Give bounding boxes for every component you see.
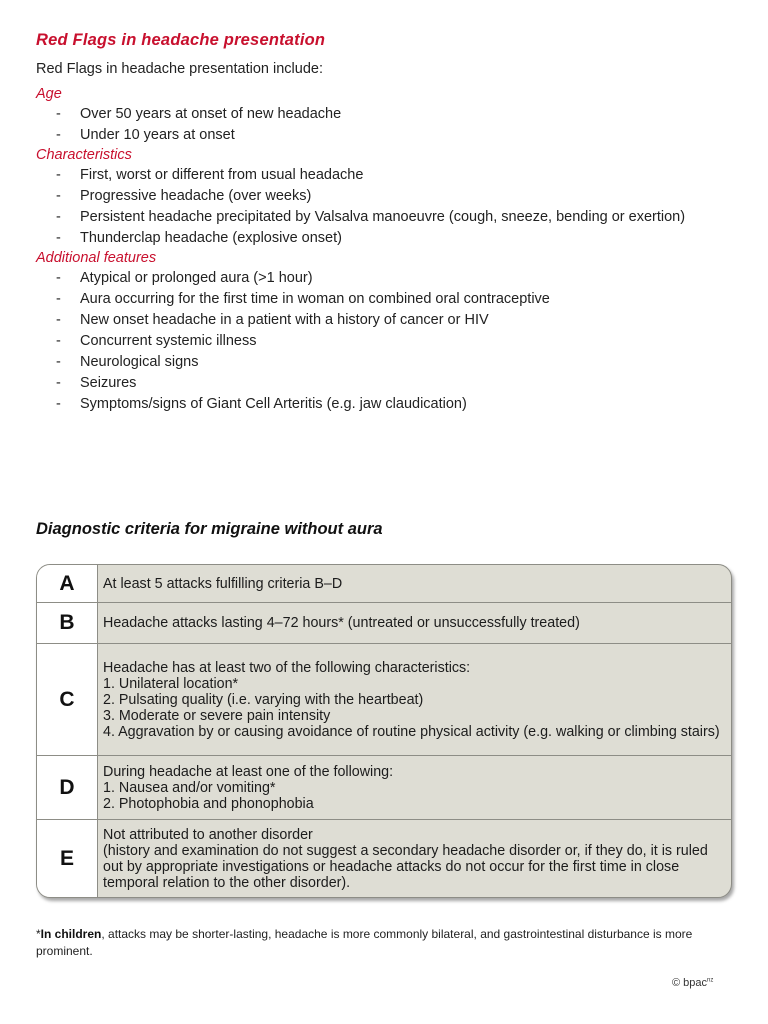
dash-bullet: -	[56, 127, 61, 143]
criteria-line: Headache attacks lasting 4–72 hours* (untreated or unsuccessfully treated)	[103, 615, 580, 631]
copyright-text: © bpac	[672, 977, 708, 989]
flag-group-characteristics	[36, 146, 736, 249]
criteria-text	[98, 565, 731, 602]
flag-group-title: Age	[36, 86, 62, 102]
list-item-text: Thunderclap headache (explosive onset)	[80, 230, 342, 246]
criteria-row-e	[37, 819, 731, 897]
list-item	[36, 186, 736, 207]
flag-group-age	[36, 85, 736, 146]
list-item-text: Persistent headache precipitated by Valsalva manoeuvre (cough, sneeze, bending or exertion)	[80, 209, 686, 225]
flag-group-title: Additional features	[36, 250, 157, 266]
criteria-row-a	[37, 565, 731, 602]
list-item-text: Over 50 years at onset of new headache	[80, 106, 342, 122]
list-item-text: New onset headache in a patient with a history of cancer or HIV	[80, 312, 489, 328]
dash-bullet: -	[56, 333, 61, 349]
criteria-line: 4. Aggravation by or causing avoidance of routine physical activity (e.g. walking or climbing stairs)	[103, 723, 720, 740]
criteria-line: 1. Nausea and/or vomiting*	[103, 779, 276, 796]
criteria-line: 3. Moderate or severe pain intensity	[103, 707, 331, 724]
dash-bullet: -	[56, 312, 61, 328]
criteria-letter: C	[37, 644, 98, 755]
criteria-line: Headache has at least two of the following characteristics:	[103, 659, 471, 676]
criteria-line: (history and examination do not suggest a secondary headache disorder or, if they do, it is ruled out by appropriate investigations or headache attacks do not occur for the first time in close temporal relation to the other disorder).	[103, 842, 708, 891]
dash-bullet: -	[56, 375, 61, 391]
list-item-text: Atypical or prolonged aura (>1 hour)	[80, 270, 313, 286]
criteria-row-b	[37, 602, 731, 643]
list-item	[36, 165, 736, 186]
criteria-line: 2. Pulsating quality (i.e. varying with the heartbeat)	[103, 691, 424, 708]
list-item	[36, 331, 736, 352]
list-item	[36, 125, 736, 146]
criteria-letter: A	[37, 565, 98, 602]
criteria-text	[98, 603, 731, 643]
criteria-row-d	[37, 755, 731, 819]
dash-bullet: -	[56, 230, 61, 246]
criteria-line: 2. Photophobia and phonophobia	[103, 795, 314, 812]
flag-group-title: Characteristics	[36, 147, 132, 163]
criteria-text	[98, 644, 731, 755]
criteria-line: 1. Unilateral location*	[103, 675, 239, 692]
list-item-text: Under 10 years at onset	[80, 127, 235, 143]
list-item	[36, 104, 736, 125]
list-item	[36, 352, 736, 373]
list-item-text: Neurological signs	[80, 354, 199, 370]
list-item	[36, 228, 736, 249]
flag-list	[36, 268, 736, 415]
criteria-text	[98, 756, 731, 819]
criteria-table	[36, 564, 732, 898]
dash-bullet: -	[56, 188, 61, 204]
dash-bullet: -	[56, 167, 61, 183]
list-item	[36, 373, 736, 394]
list-item	[36, 268, 736, 289]
list-item-text: Progressive headache (over weeks)	[80, 188, 312, 204]
criteria-heading: Diagnostic criteria for migraine without aura	[36, 520, 383, 538]
list-item-text: Seizures	[80, 375, 137, 391]
dash-bullet: -	[56, 270, 61, 286]
page-title: Red Flags in headache presentation	[36, 31, 326, 49]
dash-bullet: -	[56, 106, 61, 122]
criteria-text	[98, 820, 731, 897]
dash-bullet: -	[56, 396, 61, 412]
list-item	[36, 289, 736, 310]
flag-list	[36, 104, 736, 146]
list-item-text: Concurrent systemic illness	[80, 333, 257, 349]
list-item	[36, 310, 736, 331]
criteria-line: At least 5 attacks fulfilling criteria B–D	[103, 575, 343, 592]
copyright-sup: nz	[707, 977, 714, 984]
criteria-letter: D	[37, 756, 98, 819]
criteria-row-c	[37, 643, 731, 755]
footnote-text: , attacks may be shorter-lasting, headache is more commonly bilateral, and gastrointestinal disturbance is more prominent.	[36, 927, 693, 958]
dash-bullet: -	[56, 354, 61, 370]
criteria-line: During headache at least one of the following:	[103, 763, 394, 780]
copyright	[672, 977, 713, 989]
list-item-text: Aura occurring for the first time in woman on combined oral contraceptive	[80, 291, 550, 307]
criteria-letter: E	[37, 820, 98, 897]
list-item-text: First, worst or different from usual headache	[80, 167, 364, 183]
footnote-marker: *	[36, 927, 41, 941]
criteria-letter: B	[37, 603, 98, 643]
footnote-bold: In children	[40, 927, 102, 941]
criteria-line: Not attributed to another disorder	[103, 826, 313, 843]
flag-group-additional-features	[36, 249, 736, 415]
list-item-text: Symptoms/signs of Giant Cell Arteritis (e.g. jaw claudication)	[80, 396, 467, 412]
list-item	[36, 207, 736, 228]
dash-bullet: -	[56, 209, 61, 225]
list-item	[36, 394, 736, 415]
intro-text: Red Flags in headache presentation include:	[36, 61, 323, 77]
footnote	[36, 926, 726, 960]
dash-bullet: -	[56, 291, 61, 307]
red-flag-groups	[36, 85, 736, 415]
flag-list	[36, 165, 736, 249]
